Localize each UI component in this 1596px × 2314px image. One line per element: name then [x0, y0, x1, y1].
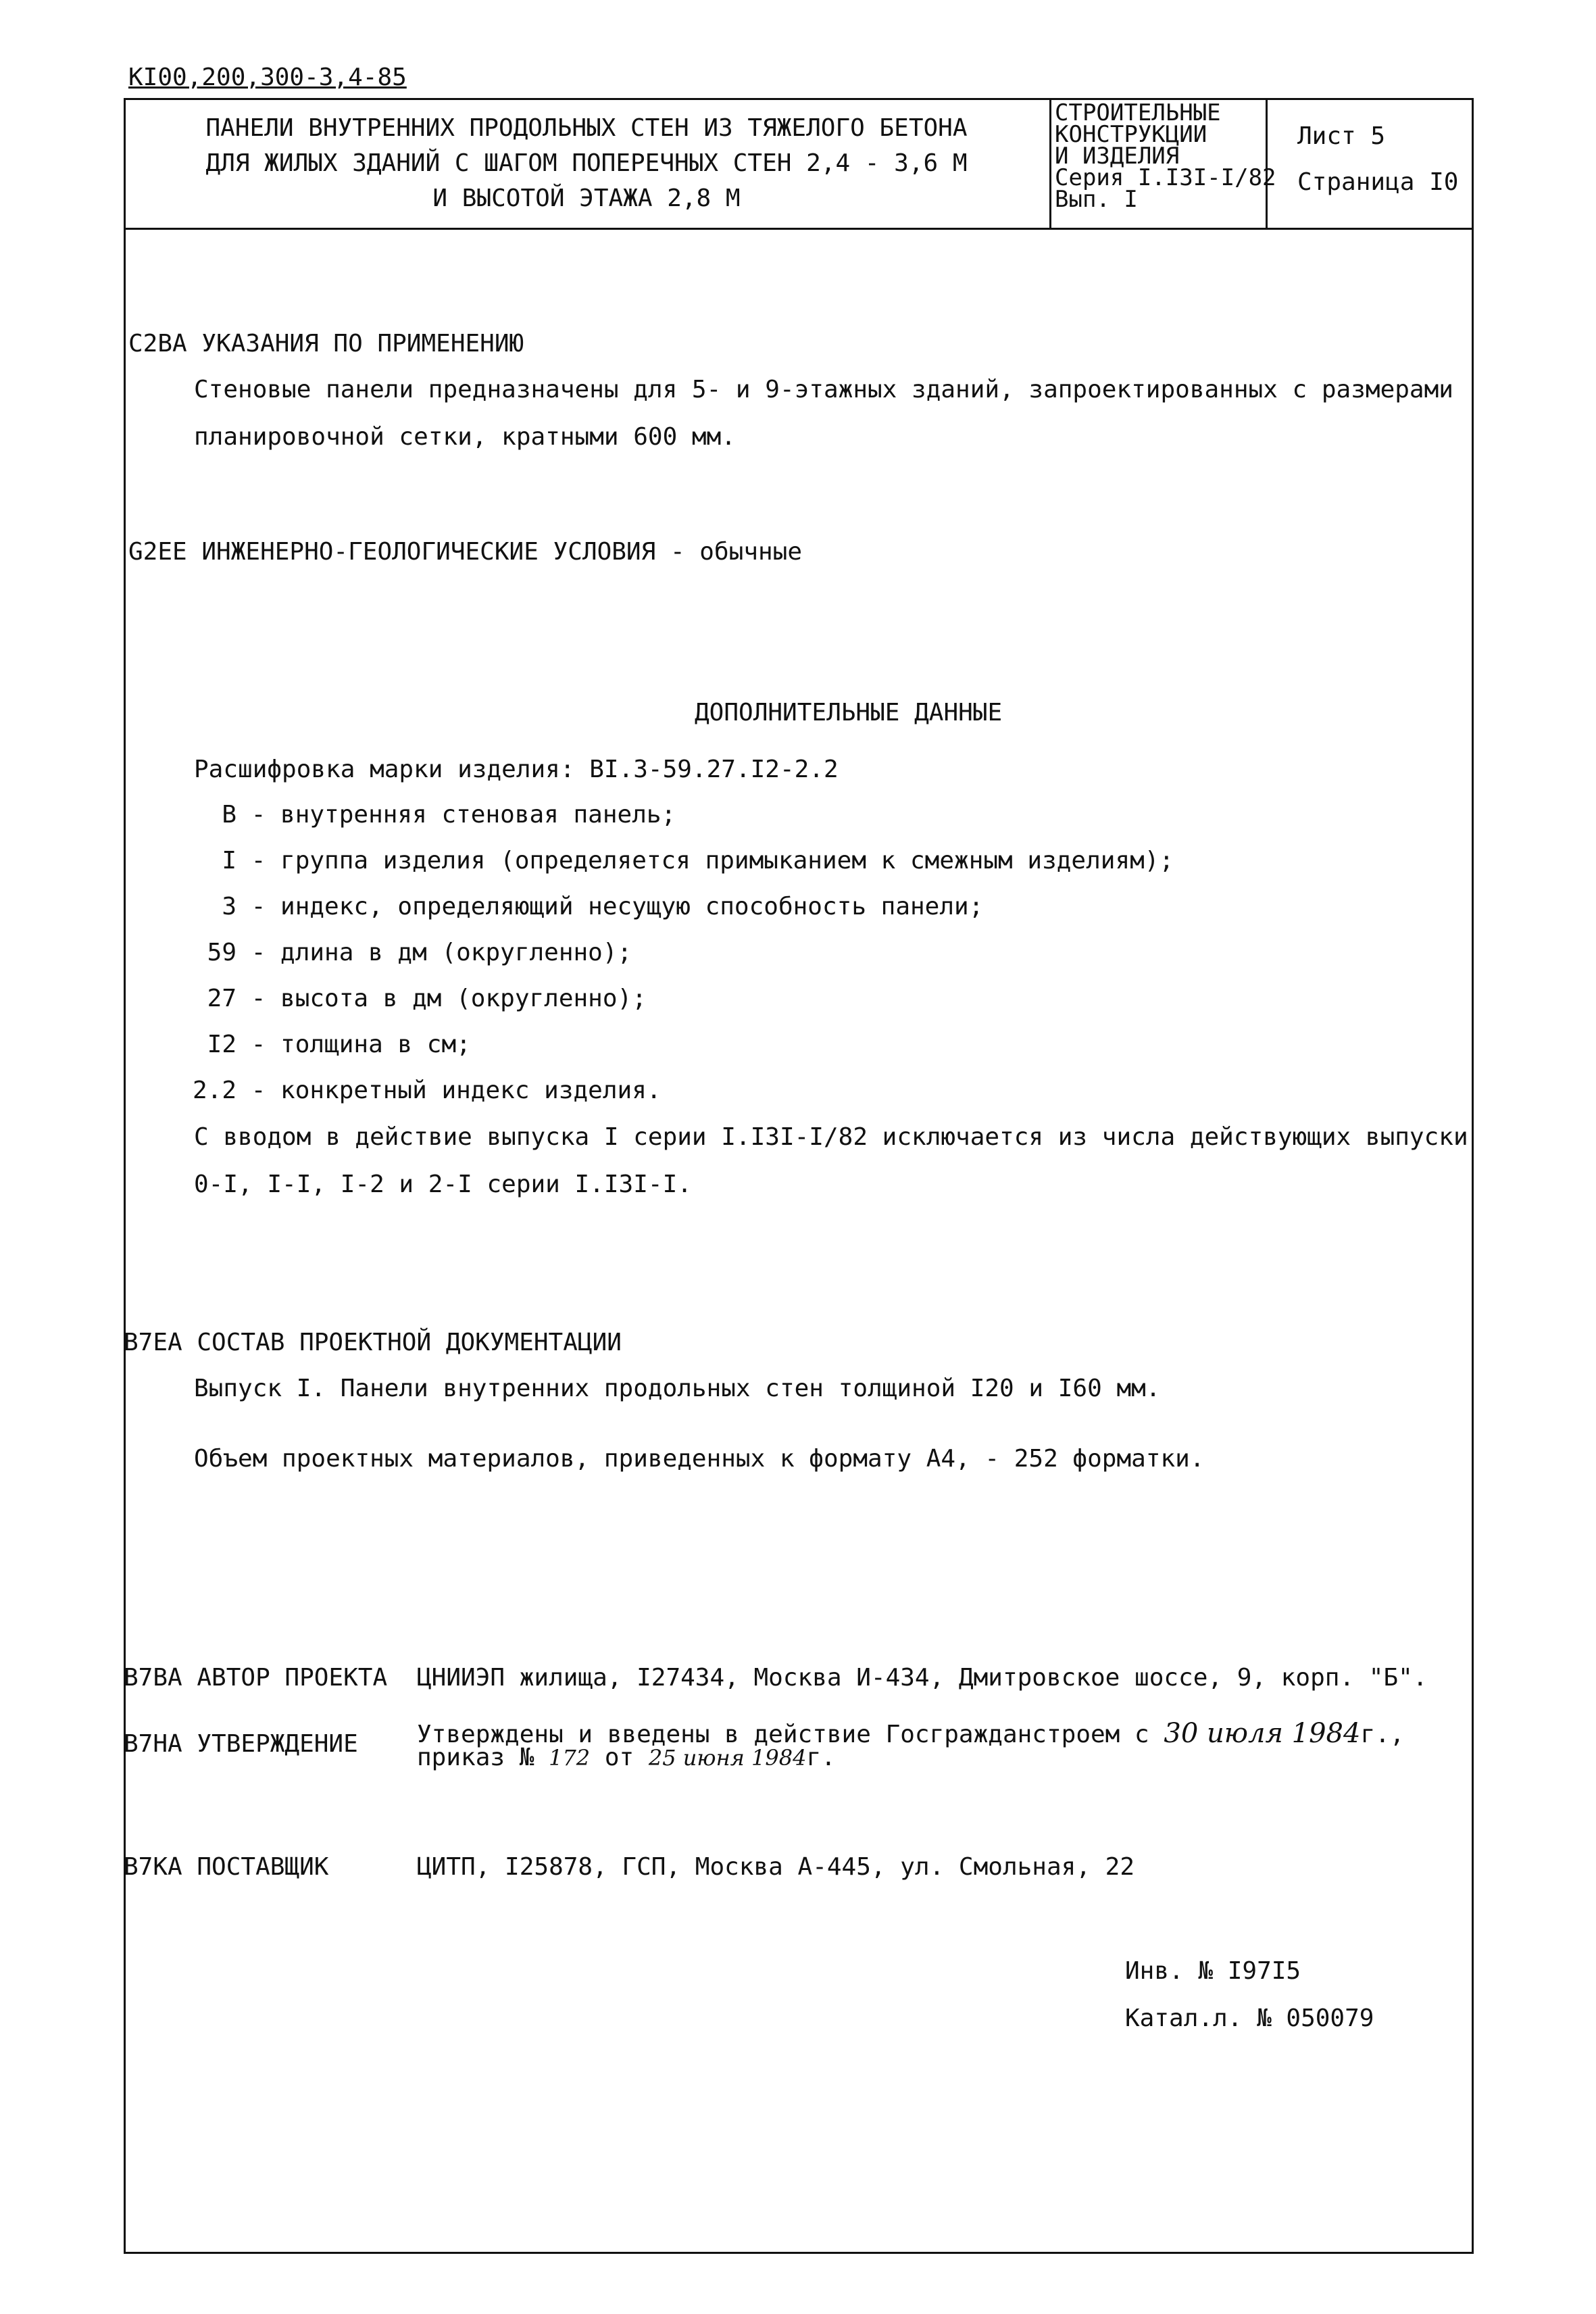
approval-line-1: Утверждены и введены в действие Госгражданстроем с 30 июля 1984г., — [417, 1718, 1405, 1749]
category-issue: Вып. I — [1055, 186, 1138, 213]
list-item: 3 - индекс, определяющий несущую способность панели; — [222, 893, 984, 920]
header-title — [124, 114, 1049, 222]
category-line-3: И ИЗДЕЛИЯ — [1055, 143, 1180, 170]
additional-heading: ДОПОЛНИТЕЛЬНЫЕ ДАННЫЕ — [695, 699, 1003, 727]
composition-issue: Выпуск I. Панели внутренних продольных стен толщиной I20 и I60 мм. — [194, 1375, 1161, 1402]
list-item: В - внутренняя стеновая панель; — [222, 801, 676, 829]
list-item: 27 - высота в дм (округленно); — [207, 985, 647, 1012]
note-line-1: С вводом в действие выпуска I серии I.I3I-I/82 исключается из числа действующих выпуски — [194, 1123, 1468, 1151]
category-series: Серия I.I3I-I/82 — [1055, 164, 1276, 191]
author-label: В7ВА АВТОР ПРОЕКТА — [124, 1664, 388, 1692]
supplier-value: ЦИТП, I25878, ГСП, Москва А-445, ул. Смольная, 22 — [417, 1853, 1135, 1881]
document-code: КI00,200,300-3,4-85 — [128, 64, 407, 91]
list-item: 59 - длина в дм (округленно); — [207, 939, 632, 966]
catalog-number: Катал.л. № 050079 — [1125, 2004, 1374, 2032]
header-block — [124, 98, 1474, 230]
application-line-1: Стеновые панели предназначены для 5- и 9-этажных зданий, запроектированных с размерами — [194, 376, 1453, 403]
list-item: I - группа изделия (определяется примыканием к смежным изделиям); — [222, 847, 1174, 875]
approval-line-2: приказ № 172 от 25 июня 1984г. — [417, 1744, 836, 1771]
category-line-2: КОНСТРУКЦИИ — [1055, 121, 1207, 148]
application-line-2: планировочной сетки, кратными 600 мм. — [194, 423, 736, 451]
page-number: Страница I0 — [1297, 168, 1459, 196]
title-line-3: И ВЫСОТОЙ ЭТАЖА 2,8 М — [432, 184, 741, 212]
mark-decoding-list — [189, 801, 1446, 1123]
supplier-label: В7КА ПОСТАВЩИК — [124, 1853, 329, 1881]
approval-label: В7НА УТВЕРЖДЕНИЕ — [124, 1730, 358, 1758]
composition-volume: Объем проектных материалов, приведенных к формату А4, - 252 форматки. — [194, 1445, 1205, 1473]
approval-date-handwritten: 30 июля 1984 — [1164, 1718, 1361, 1749]
title-line-1: ПАНЕЛИ ВНУТРЕННИХ ПРОДОЛЬНЫХ СТЕН ИЗ ТЯЖЕЛОГО БЕТОНА — [205, 114, 968, 142]
geology-value: - обычные — [670, 538, 803, 566]
sheet-number: Лист 5 — [1297, 122, 1386, 150]
list-item: 2.2 - конкретный индекс изделия. — [192, 1077, 662, 1104]
application-heading: С2ВА УКАЗАНИЯ ПО ПРИМЕНЕНИЮ — [128, 330, 524, 358]
note-line-2: 0-I, I-I, I-2 и 2-I серии I.I3I-I. — [194, 1171, 692, 1198]
inventory-number: Инв. № I97I5 — [1125, 1957, 1301, 1985]
list-item: I2 - толщина в см; — [207, 1031, 471, 1058]
approval-text — [417, 1718, 1405, 1771]
header-category — [1055, 99, 1276, 213]
geology-line — [128, 538, 802, 566]
author-value: ЦНИИЭП жилища, I27434, Москва И-434, Дмитровское шоссе, 9, корп. "Б". — [417, 1664, 1428, 1692]
category-line-1: СТРОИТЕЛЬНЫЕ — [1055, 99, 1221, 126]
order-date-handwritten: 25 июня 1984 — [648, 1745, 807, 1771]
composition-heading: В7ЕА СОСТАВ ПРОЕКТНОЙ ДОКУМЕНТАЦИИ — [124, 1329, 622, 1356]
title-line-2: ДЛЯ ЖИЛЫХ ЗДАНИЙ С ШАГОМ ПОПЕРЕЧНЫХ СТЕН 2,4 - 3,6 М — [205, 149, 968, 177]
geology-heading: G2ЕЕ ИНЖЕНЕРНО-ГЕОЛОГИЧЕСКИЕ УСЛОВИЯ — [128, 538, 656, 566]
order-number-handwritten: 172 — [549, 1745, 591, 1771]
mark-line: Расшифровка марки изделия: ВI.3-59.27.I2-2.2 — [194, 756, 839, 783]
